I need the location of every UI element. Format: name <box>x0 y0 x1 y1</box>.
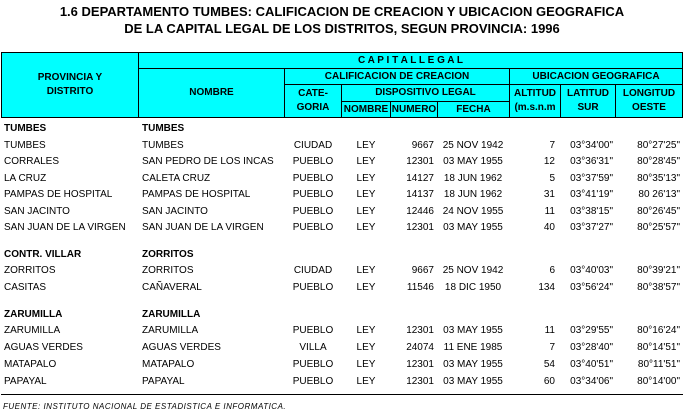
group-capital-label: ZORRITOS <box>142 249 194 260</box>
altitud-cell: 5 <box>549 173 555 184</box>
longitud-cell: 80°27'25" <box>637 140 680 151</box>
nombre-cell: MATAPALO <box>142 359 195 370</box>
categoria-cell: PUEBLO <box>292 359 334 370</box>
numero-cell: 14127 <box>406 173 434 184</box>
longitud-cell: 80 26'13" <box>638 189 680 200</box>
dispositivo-cell: LEY <box>356 359 376 370</box>
nombre-cell: ZORRITOS <box>142 265 194 276</box>
numero-cell: 9667 <box>411 140 434 151</box>
latitud-cell: 03°40'03" <box>570 265 613 276</box>
nombre-cell: CAÑAVERAL <box>142 282 202 293</box>
distrito-cell: SAN JUAN DE LA VIRGEN <box>4 222 126 233</box>
fecha-cell: 18 DIC 1950 <box>444 282 502 293</box>
longitud-cell: 80°11'51" <box>637 359 680 370</box>
altitud-cell: 7 <box>549 342 555 353</box>
dispositivo-cell: LEY <box>356 265 376 276</box>
distrito-cell: LA CRUZ <box>4 173 47 184</box>
distrito-cell: ZARUMILLA <box>4 325 61 336</box>
dispositivo-cell: LEY <box>356 222 376 233</box>
longitud-cell: 80°39'21" <box>637 265 680 276</box>
distrito-cell: CORRALES <box>4 156 60 167</box>
nombre-cell: SAN JUAN DE LA VIRGEN <box>142 222 264 233</box>
header-disp-numero: NUMERO <box>390 101 438 118</box>
altitud-cell: 11 <box>544 206 555 217</box>
altitud-cell: 7 <box>549 140 555 151</box>
altitud-cell: 40 <box>543 222 555 233</box>
categoria-cell: CIUDAD <box>293 265 333 276</box>
dispositivo-cell: LEY <box>356 189 376 200</box>
table-title-line-2: DE LA CAPITAL LEGAL DE LOS DISTRITOS, SEGUN PROVINCIA: 1996 <box>124 21 560 36</box>
fecha-cell: 03 MAY 1955 <box>443 156 503 167</box>
numero-cell: 12301 <box>406 156 434 167</box>
longitud-cell: 80°38'57" <box>637 282 680 293</box>
altitud-cell: 60 <box>543 376 555 387</box>
categoria-cell: PUEBLO <box>292 173 334 184</box>
categoria-cell: PUEBLO <box>292 325 334 336</box>
fecha-cell: 11 ENE 1985 <box>443 342 503 353</box>
altitud-cell: 11 <box>544 325 555 336</box>
altitud-cell: 54 <box>543 359 555 370</box>
header-nombre: NOMBRE <box>138 68 285 118</box>
categoria-cell: PUEBLO <box>292 189 334 200</box>
latitud-cell: 03°37'27" <box>570 222 613 233</box>
categoria-cell: VILLA <box>299 342 327 353</box>
altitud-cell: 12 <box>543 156 555 167</box>
categoria-cell: PUEBLO <box>292 222 334 233</box>
numero-cell: 12301 <box>406 359 434 370</box>
fecha-cell: 03 MAY 1955 <box>443 222 503 233</box>
fecha-cell: 24 NOV 1955 <box>442 206 504 217</box>
numero-cell: 14137 <box>406 189 434 200</box>
altitud-cell: 6 <box>549 265 555 276</box>
dispositivo-cell: LEY <box>356 342 376 353</box>
categoria-cell: PUEBLO <box>292 156 334 167</box>
header-dispositivo: DISPOSITIVO LEGAL <box>341 84 510 102</box>
dispositivo-cell: LEY <box>356 282 376 293</box>
dispositivo-cell: LEY <box>356 173 376 184</box>
distrito-cell: AGUAS VERDES <box>4 342 83 353</box>
nombre-cell: TUMBES <box>142 140 184 151</box>
distrito-cell: PAPAYAL <box>4 376 47 387</box>
nombre-cell: PAPAYAL <box>142 376 185 387</box>
header-longitud: LONGITUD OESTE <box>615 84 683 118</box>
categoria-cell: PUEBLO <box>292 282 334 293</box>
longitud-cell: 80°28'45" <box>637 156 680 167</box>
latitud-cell: 03°37'59" <box>570 173 613 184</box>
longitud-cell: 80°35'13" <box>637 173 680 184</box>
fecha-cell: 03 MAY 1955 <box>443 376 503 387</box>
latitud-cell: 03°36'31" <box>570 156 613 167</box>
longitud-cell: 80°25'57" <box>637 222 680 233</box>
bottom-rule <box>1 394 683 395</box>
fecha-cell: 18 JUN 1962 <box>443 189 503 200</box>
header-disp-nombre: NOMBRE <box>341 101 391 118</box>
distrito-cell: PAMPAS DE HOSPITAL <box>4 189 113 200</box>
dispositivo-cell: LEY <box>356 156 376 167</box>
altitud-cell: 134 <box>538 282 555 293</box>
latitud-cell: 03°34'00" <box>570 140 613 151</box>
numero-cell: 24074 <box>406 342 434 353</box>
group-capital-label: TUMBES <box>142 123 185 134</box>
longitud-cell: 80°14'00" <box>637 376 680 387</box>
fecha-cell: 18 JUN 1962 <box>443 173 503 184</box>
dispositivo-cell: LEY <box>356 325 376 336</box>
latitud-cell: 03°41'19" <box>570 189 613 200</box>
nombre-cell: SAN PEDRO DE LOS INCAS <box>142 156 274 167</box>
distrito-cell: ZORRITOS <box>4 265 56 276</box>
header-categoria: CATE- GORIA <box>284 84 342 118</box>
dispositivo-cell: LEY <box>356 140 376 151</box>
numero-cell: 12301 <box>406 376 434 387</box>
fecha-cell: 25 NOV 1942 <box>442 140 504 151</box>
header-altitud: ALTITUD (m.s.n.m <box>509 84 561 118</box>
latitud-cell: 03°29'55" <box>570 325 613 336</box>
nombre-cell: ZARUMILLA <box>142 325 199 336</box>
fecha-cell: 03 MAY 1955 <box>443 325 503 336</box>
altitud-cell: 31 <box>543 189 555 200</box>
distrito-cell: MATAPALO <box>4 359 57 370</box>
group-provincia-label: TUMBES <box>4 123 47 134</box>
dispositivo-cell: LEY <box>356 206 376 217</box>
latitud-cell: 03°56'24" <box>570 282 613 293</box>
categoria-cell: CIUDAD <box>293 140 333 151</box>
numero-cell: 12301 <box>406 222 434 233</box>
latitud-cell: 03°34'06" <box>570 376 613 387</box>
longitud-cell: 80°14'51" <box>637 342 680 353</box>
distrito-cell: CASITAS <box>4 282 47 293</box>
header-ubicacion: UBICACION GEOGRAFICA <box>509 68 683 85</box>
numero-cell: 12301 <box>406 325 434 336</box>
fecha-cell: 25 NOV 1942 <box>442 265 504 276</box>
latitud-cell: 03°28'40" <box>570 342 613 353</box>
header-calificacion: CALIFICACION DE CREACION <box>284 68 510 85</box>
numero-cell: 9667 <box>411 265 434 276</box>
numero-cell: 12446 <box>406 206 434 217</box>
header-latitud: LATITUD SUR <box>560 84 616 118</box>
latitud-cell: 03°40'51" <box>570 359 613 370</box>
dispositivo-cell: LEY <box>356 376 376 387</box>
group-capital-label: ZARUMILLA <box>142 309 201 320</box>
distrito-cell: SAN JACINTO <box>4 206 70 217</box>
header-disp-fecha: FECHA <box>437 101 510 118</box>
nombre-cell: PAMPAS DE HOSPITAL <box>142 189 251 200</box>
latitud-cell: 03°38'15" <box>570 206 613 217</box>
categoria-cell: PUEBLO <box>292 376 334 387</box>
numero-cell: 11546 <box>406 282 434 293</box>
header-provincia-distrito: PROVINCIA Y DISTRITO <box>1 52 139 118</box>
table-title-line-1: 1.6 DEPARTAMENTO TUMBES: CALIFICACION DE CREACION Y UBICACION GEOGRAFICA <box>59 4 625 19</box>
nombre-cell: AGUAS VERDES <box>142 342 221 353</box>
header-capital-legal: C A P I T A L L E G A L <box>138 52 683 69</box>
group-provincia-label: ZARUMILLA <box>4 309 63 320</box>
group-provincia-label: CONTR. VILLAR <box>4 249 82 260</box>
distrito-cell: TUMBES <box>4 140 46 151</box>
categoria-cell: PUEBLO <box>292 206 334 217</box>
longitud-cell: 80°16'24" <box>637 325 680 336</box>
longitud-cell: 80°26'45" <box>637 206 680 217</box>
source-footnote: FUENTE: INSTITUTO NACIONAL DE ESTADISTICA E INFORMATICA. <box>3 402 287 411</box>
fecha-cell: 03 MAY 1955 <box>443 359 503 370</box>
nombre-cell: SAN JACINTO <box>142 206 208 217</box>
nombre-cell: CALETA CRUZ <box>142 173 211 184</box>
